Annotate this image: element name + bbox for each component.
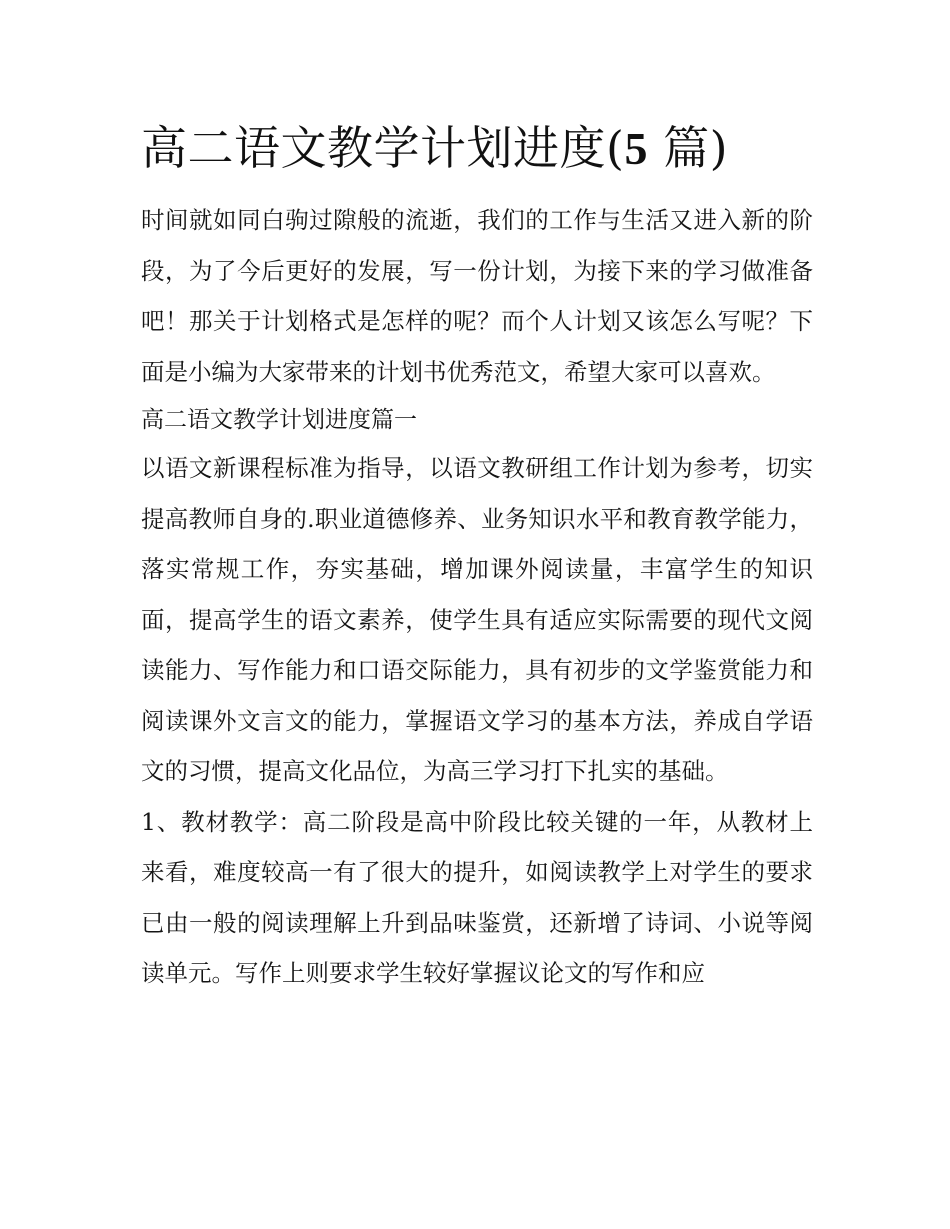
- document-body: [141, 112, 813, 999]
- document-title: [141, 112, 813, 185]
- title-suffix: 篇): [647, 121, 729, 175]
- title-text: 高二语文教学计划进度(: [141, 121, 625, 175]
- title-count: 5: [624, 123, 648, 174]
- intro-paragraph: 时间就如同白驹过隙般的流逝，我们的工作与生活又进入新的阶段，为了今后更好的发展，写一份计划，为接下来的学习做准备吧！那关于计划格式是怎样的呢？而个人计划又该怎么写呢？下面是小编为大家带来的计划书优秀范文，希望大家可以喜欢。: [141, 206, 813, 386]
- section-heading: 高二语文教学计划进度篇一: [141, 407, 417, 433]
- body-paragraph: 以语文新课程标准为指导，以语文教研组工作计划为参考，切实提高教师自身的.职业道德修养、业务知识水平和教育教学能力，落实常规工作，夯实基础，增加课外阅读量，丰富学生的知识面，提高学生的语文素养，使学生具有适应实际需要的现代文阅读能力、写作能力和口语交际能力，具有初步的文学鉴赏能力和阅读课外文言文的能力，掌握语文学习的基本方法，养成自学语文的习惯，提高文化品位，为高三学习打下扎实的基础。: [141, 454, 813, 785]
- body-paragraph: 1、教材教学：高二阶段是高中阶段比较关键的一年，从教材上来看，难度较高一有了很大的提升，如阅读教学上对学生的要求已由一般的阅读理解上升到品味鉴赏，还新增了诗词、小说等阅读单元。写作上则要求学生较好掌握议论文的写作和应: [141, 807, 813, 987]
